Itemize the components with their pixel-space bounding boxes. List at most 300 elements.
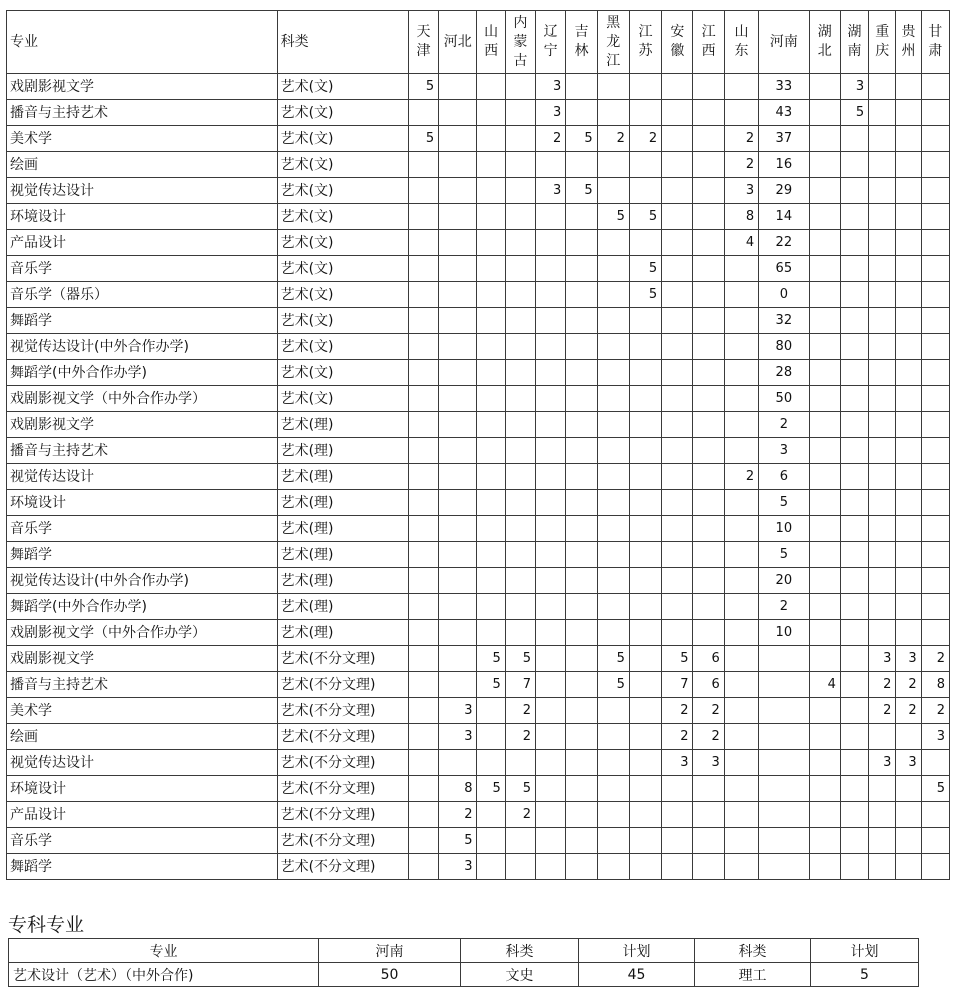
quota-cell <box>693 568 724 594</box>
quota-cell: 2 <box>662 698 693 724</box>
quota-cell <box>629 360 661 386</box>
quota-cell <box>869 126 896 152</box>
quota-cell <box>869 100 896 126</box>
quota-cell <box>505 620 535 646</box>
quota-cell <box>724 74 758 100</box>
quota-cell <box>477 438 505 464</box>
quota-cell <box>896 542 921 568</box>
quota-cell <box>536 750 566 776</box>
quota-cell <box>921 412 949 438</box>
quota-cell <box>566 854 597 880</box>
quota-cell <box>869 776 896 802</box>
quota-cell <box>869 620 896 646</box>
quota-cell <box>662 542 693 568</box>
vocational-header-cell: 科类 <box>695 939 811 963</box>
quota-cell <box>921 542 949 568</box>
table-row <box>7 568 950 594</box>
table-row <box>7 828 950 854</box>
quota-cell <box>840 230 868 256</box>
quota-cell <box>921 178 949 204</box>
quota-cell <box>724 594 758 620</box>
quota-cell <box>896 386 921 412</box>
category-cell: 艺术(理) <box>277 620 408 646</box>
quota-cell <box>629 386 661 412</box>
quota-cell <box>477 256 505 282</box>
quota-cell <box>724 750 758 776</box>
quota-cell: 8 <box>724 204 758 230</box>
quota-cell <box>759 750 809 776</box>
quota-cell <box>505 516 535 542</box>
header-province: 江苏 <box>629 11 661 74</box>
header-province: 河南 <box>759 11 809 74</box>
quota-cell <box>896 412 921 438</box>
quota-cell <box>629 178 661 204</box>
quota-cell <box>896 126 921 152</box>
quota-cell: 3 <box>724 178 758 204</box>
quota-cell: 6 <box>759 464 809 490</box>
quota-cell <box>896 360 921 386</box>
quota-cell <box>477 568 505 594</box>
category-cell: 艺术(理) <box>277 594 408 620</box>
quota-cell <box>536 724 566 750</box>
table-row <box>7 282 950 308</box>
quota-cell <box>869 594 896 620</box>
quota-cell <box>662 386 693 412</box>
quota-cell <box>693 126 724 152</box>
quota-cell: 5 <box>840 100 868 126</box>
quota-cell: 2 <box>724 152 758 178</box>
header-province: 湖北 <box>809 11 840 74</box>
quota-cell <box>896 620 921 646</box>
quota-cell <box>439 360 477 386</box>
quota-cell <box>477 152 505 178</box>
quota-cell <box>662 464 693 490</box>
header-province: 辽宁 <box>536 11 566 74</box>
quota-cell <box>759 802 809 828</box>
category-cell: 艺术(不分文理) <box>277 750 408 776</box>
quota-cell: 2 <box>693 698 724 724</box>
quota-cell: 6 <box>693 672 724 698</box>
quota-cell <box>597 360 629 386</box>
quota-cell <box>505 308 535 334</box>
quota-cell <box>439 438 477 464</box>
quota-cell <box>439 516 477 542</box>
quota-cell <box>809 594 840 620</box>
quota-cell <box>809 698 840 724</box>
quota-cell <box>566 516 597 542</box>
quota-cell <box>840 646 868 672</box>
quota-cell <box>408 178 438 204</box>
quota-cell <box>477 74 505 100</box>
quota-cell <box>566 594 597 620</box>
quota-cell <box>840 386 868 412</box>
quota-cell <box>896 724 921 750</box>
category-cell: 艺术(文) <box>277 152 408 178</box>
quota-cell: 50 <box>759 386 809 412</box>
quota-cell <box>477 360 505 386</box>
quota-cell <box>629 308 661 334</box>
quota-cell <box>597 568 629 594</box>
quota-cell <box>896 594 921 620</box>
vocational-header-cell: 河南 <box>319 939 461 963</box>
quota-cell <box>439 464 477 490</box>
quota-cell <box>629 594 661 620</box>
quota-cell <box>921 360 949 386</box>
quota-cell <box>724 334 758 360</box>
quota-cell: 3 <box>896 750 921 776</box>
quota-cell <box>536 464 566 490</box>
quota-cell <box>439 100 477 126</box>
quota-cell <box>597 828 629 854</box>
category-cell: 艺术(不分文理) <box>277 776 408 802</box>
quota-cell: 2 <box>869 698 896 724</box>
quota-cell <box>536 152 566 178</box>
quota-cell <box>869 334 896 360</box>
quota-cell <box>477 230 505 256</box>
quota-cell <box>724 542 758 568</box>
quota-cell <box>809 230 840 256</box>
quota-cell <box>566 230 597 256</box>
quota-cell <box>439 152 477 178</box>
quota-cell <box>869 256 896 282</box>
quota-cell: 5 <box>759 490 809 516</box>
quota-cell <box>439 750 477 776</box>
quota-cell <box>536 230 566 256</box>
quota-cell <box>896 464 921 490</box>
quota-cell <box>869 464 896 490</box>
table-row <box>7 594 950 620</box>
quota-cell: 32 <box>759 308 809 334</box>
quota-cell <box>693 594 724 620</box>
quota-cell: 28 <box>759 360 809 386</box>
quota-cell <box>597 334 629 360</box>
quota-cell <box>477 204 505 230</box>
quota-cell: 5 <box>566 178 597 204</box>
quota-cell <box>505 230 535 256</box>
quota-cell <box>477 126 505 152</box>
major-cell: 产品设计 <box>7 802 278 828</box>
quota-cell <box>566 542 597 568</box>
quota-cell <box>896 308 921 334</box>
quota-cell <box>505 282 535 308</box>
quota-cell <box>505 204 535 230</box>
quota-cell <box>439 594 477 620</box>
table-row <box>7 230 950 256</box>
major-cell: 舞蹈学 <box>7 308 278 334</box>
quota-cell <box>662 854 693 880</box>
quota-cell <box>566 724 597 750</box>
major-cell: 美术学 <box>7 126 278 152</box>
quota-cell <box>629 438 661 464</box>
quota-cell <box>693 282 724 308</box>
vocational-henan-cell: 50 <box>319 963 461 987</box>
quota-cell <box>693 308 724 334</box>
quota-cell <box>439 646 477 672</box>
quota-cell <box>536 776 566 802</box>
quota-cell: 2 <box>921 646 949 672</box>
quota-cell <box>439 334 477 360</box>
quota-cell <box>921 230 949 256</box>
quota-cell <box>505 334 535 360</box>
quota-cell <box>724 698 758 724</box>
quota-cell <box>439 542 477 568</box>
quota-cell <box>921 334 949 360</box>
table-body <box>7 74 950 880</box>
quota-cell <box>809 308 840 334</box>
category-cell: 艺术(不分文理) <box>277 802 408 828</box>
quota-cell: 20 <box>759 568 809 594</box>
quota-cell <box>536 854 566 880</box>
quota-cell <box>921 386 949 412</box>
quota-cell <box>809 74 840 100</box>
quota-cell <box>693 412 724 438</box>
table-row <box>7 386 950 412</box>
quota-cell <box>840 542 868 568</box>
quota-cell: 3 <box>536 178 566 204</box>
quota-cell <box>809 776 840 802</box>
quota-cell <box>477 802 505 828</box>
quota-cell: 10 <box>759 620 809 646</box>
quota-cell <box>809 282 840 308</box>
quota-cell <box>896 74 921 100</box>
quota-cell <box>505 828 535 854</box>
quota-cell: 2 <box>439 802 477 828</box>
quota-cell <box>921 568 949 594</box>
quota-cell <box>597 282 629 308</box>
quota-cell <box>536 672 566 698</box>
quota-cell <box>809 620 840 646</box>
quota-cell <box>896 334 921 360</box>
quota-cell <box>896 776 921 802</box>
quota-cell <box>477 178 505 204</box>
quota-cell <box>629 152 661 178</box>
quota-cell <box>505 412 535 438</box>
quota-cell <box>566 776 597 802</box>
quota-cell <box>809 152 840 178</box>
quota-cell <box>921 308 949 334</box>
quota-cell <box>566 438 597 464</box>
vocational-header-row <box>9 939 919 963</box>
quota-cell <box>505 386 535 412</box>
quota-cell <box>662 178 693 204</box>
quota-cell <box>597 490 629 516</box>
quota-cell <box>408 646 438 672</box>
quota-cell <box>408 776 438 802</box>
quota-cell <box>840 334 868 360</box>
quota-cell <box>408 438 438 464</box>
quota-cell <box>408 308 438 334</box>
quota-cell <box>662 100 693 126</box>
quota-cell <box>809 360 840 386</box>
table-row <box>7 438 950 464</box>
quota-cell <box>408 464 438 490</box>
quota-cell <box>809 828 840 854</box>
quota-cell <box>629 620 661 646</box>
quota-cell <box>629 230 661 256</box>
quota-cell <box>809 542 840 568</box>
quota-cell <box>477 334 505 360</box>
quota-cell: 14 <box>759 204 809 230</box>
table-row <box>7 516 950 542</box>
quota-cell <box>809 646 840 672</box>
quota-cell: 5 <box>477 776 505 802</box>
quota-cell <box>566 360 597 386</box>
quota-cell <box>693 542 724 568</box>
quota-cell <box>840 126 868 152</box>
quota-cell <box>408 620 438 646</box>
quota-cell <box>724 516 758 542</box>
quota-cell <box>662 126 693 152</box>
quota-cell <box>693 256 724 282</box>
category-cell: 艺术(文) <box>277 308 408 334</box>
quota-cell <box>566 74 597 100</box>
quota-cell <box>724 620 758 646</box>
category-cell: 艺术(文) <box>277 386 408 412</box>
quota-cell <box>408 282 438 308</box>
quota-cell: 22 <box>759 230 809 256</box>
quota-cell <box>629 490 661 516</box>
quota-cell <box>869 828 896 854</box>
quota-cell: 6 <box>693 646 724 672</box>
quota-cell <box>840 802 868 828</box>
quota-cell <box>566 256 597 282</box>
quota-cell <box>840 204 868 230</box>
quota-cell <box>840 828 868 854</box>
category-cell: 艺术(理) <box>277 542 408 568</box>
quota-cell <box>408 516 438 542</box>
quota-cell <box>840 854 868 880</box>
quota-cell <box>869 490 896 516</box>
quota-cell <box>566 828 597 854</box>
quota-cell <box>629 750 661 776</box>
quota-cell <box>896 230 921 256</box>
quota-cell <box>505 438 535 464</box>
quota-cell <box>921 204 949 230</box>
quota-cell <box>566 204 597 230</box>
quota-cell <box>896 854 921 880</box>
major-cell: 环境设计 <box>7 776 278 802</box>
quota-cell <box>536 568 566 594</box>
major-cell: 戏剧影视文学 <box>7 646 278 672</box>
quota-cell <box>408 568 438 594</box>
quota-cell <box>536 360 566 386</box>
enrollment-plan-table <box>6 10 950 880</box>
quota-cell <box>597 854 629 880</box>
quota-cell <box>505 464 535 490</box>
quota-cell <box>809 854 840 880</box>
category-cell: 艺术(文) <box>277 230 408 256</box>
quota-cell <box>921 750 949 776</box>
quota-cell <box>921 490 949 516</box>
quota-cell <box>693 230 724 256</box>
quota-cell <box>869 802 896 828</box>
major-cell: 舞蹈学 <box>7 542 278 568</box>
quota-cell <box>629 646 661 672</box>
quota-cell <box>809 802 840 828</box>
quota-cell: 5 <box>597 672 629 698</box>
quota-cell: 2 <box>693 724 724 750</box>
quota-cell <box>536 386 566 412</box>
quota-cell <box>693 620 724 646</box>
vocational-major-cell: 艺术设计（艺术）（中外合作) <box>9 963 319 987</box>
quota-cell <box>896 282 921 308</box>
table-row <box>7 74 950 100</box>
quota-cell: 5 <box>408 74 438 100</box>
quota-cell <box>408 152 438 178</box>
quota-cell <box>869 516 896 542</box>
table-row <box>7 620 950 646</box>
quota-cell <box>662 308 693 334</box>
vocational-header-cell: 科类 <box>461 939 579 963</box>
quota-cell <box>536 282 566 308</box>
quota-cell <box>921 74 949 100</box>
quota-cell <box>693 516 724 542</box>
quota-cell: 10 <box>759 516 809 542</box>
quota-cell: 7 <box>505 672 535 698</box>
quota-cell <box>536 490 566 516</box>
quota-cell <box>505 594 535 620</box>
quota-cell <box>809 724 840 750</box>
quota-cell <box>693 438 724 464</box>
quota-cell <box>809 412 840 438</box>
quota-cell <box>840 594 868 620</box>
quota-cell <box>505 100 535 126</box>
quota-cell <box>536 646 566 672</box>
quota-cell <box>724 854 758 880</box>
vocational-header-cell: 计划 <box>579 939 695 963</box>
quota-cell <box>693 204 724 230</box>
quota-cell <box>921 802 949 828</box>
quota-cell <box>629 776 661 802</box>
quota-cell <box>408 542 438 568</box>
quota-cell <box>408 698 438 724</box>
quota-cell <box>896 438 921 464</box>
quota-cell <box>809 464 840 490</box>
quota-cell: 3 <box>662 750 693 776</box>
quota-cell <box>536 256 566 282</box>
quota-cell <box>566 802 597 828</box>
quota-cell: 5 <box>408 126 438 152</box>
vocational-table <box>8 938 919 987</box>
quota-cell <box>809 256 840 282</box>
quota-cell <box>693 854 724 880</box>
category-cell: 艺术(理) <box>277 516 408 542</box>
category-cell: 艺术(理) <box>277 412 408 438</box>
quota-cell <box>439 282 477 308</box>
quota-cell <box>809 750 840 776</box>
quota-cell <box>566 100 597 126</box>
quota-cell <box>477 282 505 308</box>
quota-cell <box>408 750 438 776</box>
category-cell: 艺术(理) <box>277 438 408 464</box>
quota-cell <box>629 516 661 542</box>
quota-cell <box>840 568 868 594</box>
quota-cell <box>536 438 566 464</box>
quota-cell <box>408 594 438 620</box>
quota-cell <box>662 620 693 646</box>
quota-cell <box>477 490 505 516</box>
quota-cell <box>408 360 438 386</box>
quota-cell <box>536 698 566 724</box>
quota-cell <box>896 802 921 828</box>
quota-cell <box>869 854 896 880</box>
quota-cell <box>505 542 535 568</box>
quota-cell <box>921 464 949 490</box>
quota-cell <box>505 256 535 282</box>
quota-cell <box>566 386 597 412</box>
quota-cell <box>724 308 758 334</box>
quota-cell <box>439 568 477 594</box>
